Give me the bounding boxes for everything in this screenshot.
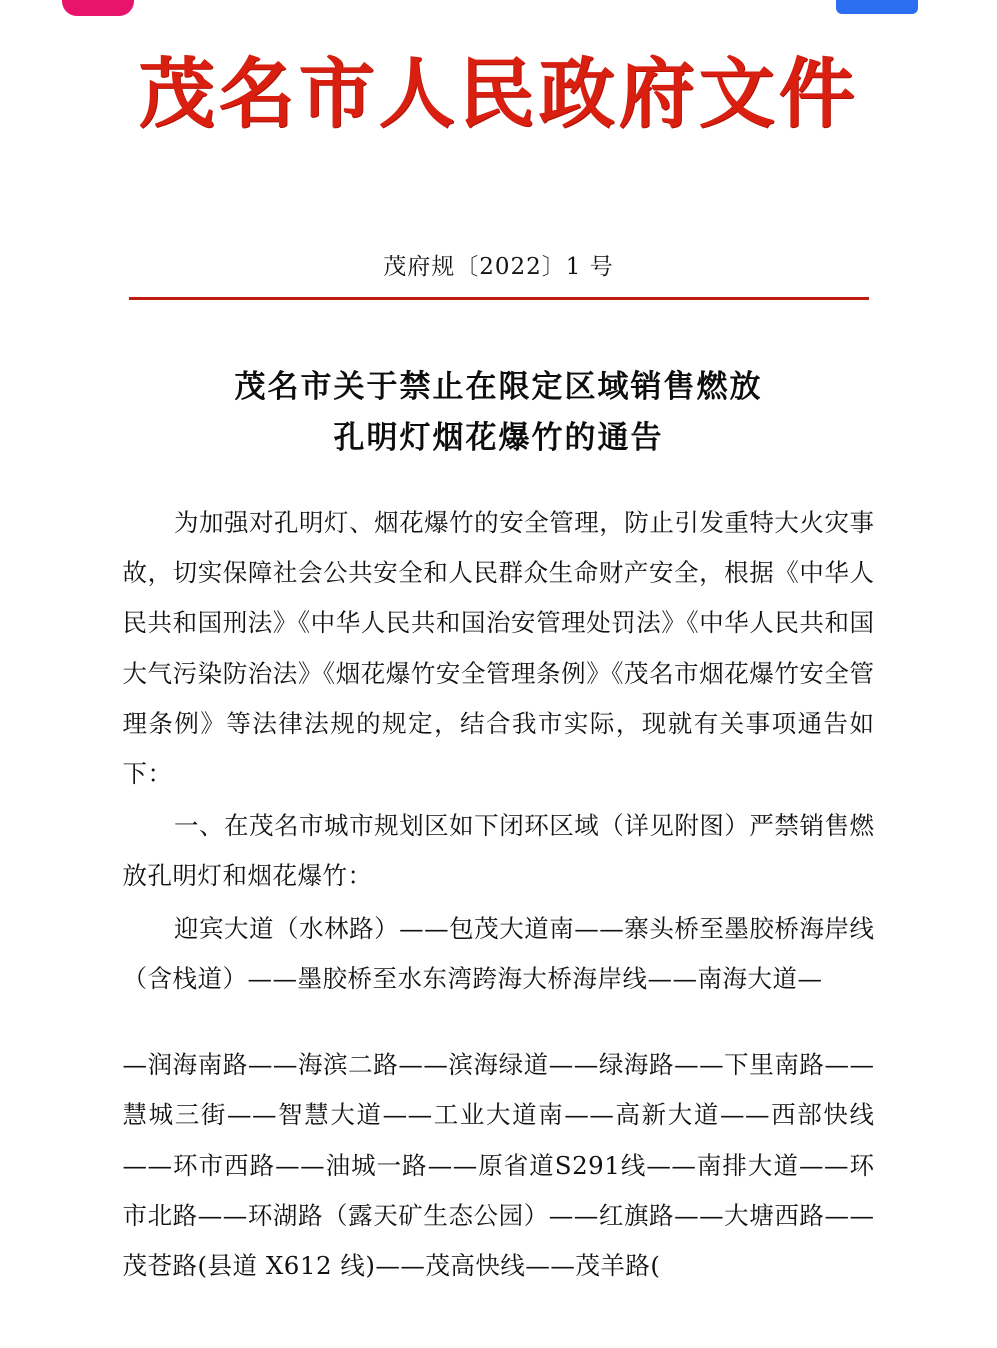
red-divider-rule <box>129 297 869 300</box>
browser-right-badge[interactable] <box>836 0 918 14</box>
body-paragraph: 迎宾大道（水林路）——包茂大道南——寨头桥至墨胶桥海岸线（含栈道）——墨胶桥至水东湾跨海大桥海岸线——南海大道— <box>122 913 875 993</box>
document-title-line-1: 茂名市关于禁止在限定区域销售燃放 <box>234 368 763 405</box>
document-page <box>0 20 997 1348</box>
document-number: 茂府规〔2022〕1 号 <box>383 253 614 280</box>
paragraph-gap <box>123 1006 875 1040</box>
document-title-line-2: 孔明灯烟花爆竹的通告 <box>333 419 664 456</box>
document-title <box>0 362 997 464</box>
document-masthead: 茂名市人民政府文件 <box>138 49 859 138</box>
document-body <box>123 498 875 1291</box>
body-paragraph: 为加强对孔明灯、烟花爆竹的安全管理，防止引发重特大火灾事故，切实保障社会公共安全和人民群众生命财产安全，根据《中华人民共和国刑法》《中华人民共和国治安管理处罚法》《中华人民共和国大气污染防治法》《烟花爆竹安全管理条例》《茂名市烟花爆竹安全管理条例》等法律法规的规定，结合我市实际，现就有关事项通告如下： <box>122 507 875 788</box>
browser-top-strip <box>0 0 997 20</box>
browser-left-badge[interactable] <box>62 0 134 16</box>
body-paragraph-continued: —润海南路——海滨二路——滨海绿道——绿海路——下里南路——慧城三街——智慧大道——工业大道南——高新大道——西部快线——环市西路——油城一路——原省道S291线——南排大道——环市北路——环湖路（露天矿生态公园）——红旗路——大塘西路——茂苍路(县道 X612 线)——茂高快线——茂羊路( <box>122 1050 875 1280</box>
body-paragraph: 一、在茂名市城市规划区如下闭环区域（详见附图）严禁销售燃放孔明灯和烟花爆竹： <box>122 811 875 891</box>
